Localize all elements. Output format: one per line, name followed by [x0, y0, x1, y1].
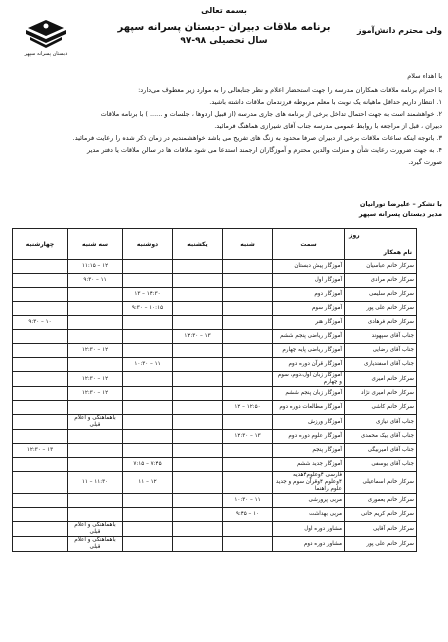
schedule-body	[13, 260, 417, 552]
time-cell	[173, 387, 223, 401]
table-row	[13, 537, 417, 552]
time-cell	[173, 344, 223, 358]
time-cell	[173, 372, 223, 387]
subject-cell: آموزگار جدید ششم	[273, 458, 345, 472]
time-cell: ۱۲:۵۰ – ۱۲	[223, 401, 273, 415]
subject-header: سمت	[273, 229, 345, 260]
time-cell	[223, 458, 273, 472]
teacher-name-cell: سرکار خانم آقایی	[345, 522, 417, 537]
table-row	[13, 330, 417, 344]
time-cell	[13, 387, 68, 401]
time-cell: ۷:۴۵ – ۷:۱۵	[123, 458, 173, 472]
time-cell: ۱۲ – ۱۲:۳۰	[68, 387, 123, 401]
table-row	[13, 274, 417, 288]
paragraph-line: با احترام برنامه ملاقات همکاران مدرسه را جهت استحضار اعلام و نظر جنابعالی را به موارد زیر معطوف می‌دارد:	[138, 86, 442, 94]
time-cell	[173, 430, 223, 444]
time-cell	[223, 344, 273, 358]
time-cell: ۱۱:۳۰ – ۱۱	[68, 472, 123, 494]
table-row	[13, 344, 417, 358]
time-cell	[123, 372, 173, 387]
subject-cell: آموزگار زبان اول،دوم، سوم و چهارم	[273, 372, 345, 387]
table-row	[13, 387, 417, 401]
time-cell	[223, 472, 273, 494]
time-cell	[13, 522, 68, 537]
time-cell	[123, 522, 173, 537]
teacher-name-cell: جناب آقای یوسفی	[345, 458, 417, 472]
schedule-table	[12, 228, 417, 552]
time-cell	[223, 316, 273, 330]
signature-block	[359, 199, 442, 219]
subject-cell: آموزگار ریاضی پنجم ششم	[273, 330, 345, 344]
subject-cell: آموزگار سوم	[273, 302, 345, 316]
subject-cell: آموزگار زبان پنجم ششم	[273, 387, 345, 401]
time-cell	[13, 494, 68, 508]
book-logo-icon	[20, 18, 72, 50]
time-cell: باهماهنگی و اعلام قبلی	[68, 522, 123, 537]
time-cell	[13, 537, 68, 552]
time-cell	[223, 415, 273, 430]
time-cell	[123, 508, 173, 522]
table-row	[13, 372, 417, 387]
teacher-name-cell: سرکار خانم امیری نژاد	[345, 387, 417, 401]
teacher-name-cell: سرکار خانم سلیمی	[345, 288, 417, 302]
time-cell	[223, 372, 273, 387]
time-cell: ۱۰:۱۵ – ۹:۳۰	[123, 302, 173, 316]
time-cell	[223, 274, 273, 288]
time-cell	[123, 444, 173, 458]
time-cell	[173, 288, 223, 302]
teacher-name-cell: جناب آقای رضایی	[345, 344, 417, 358]
teacher-name-cell: جناب آقای بیک محمدی	[345, 430, 417, 444]
time-cell	[173, 302, 223, 316]
time-cell	[123, 316, 173, 330]
time-cell	[223, 537, 273, 552]
time-cell	[123, 260, 173, 274]
day-header: شنبه	[223, 229, 273, 260]
time-cell: ۱۲ – ۱۲:۳۰	[68, 372, 123, 387]
time-cell	[13, 372, 68, 387]
time-cell	[173, 494, 223, 508]
table-header-row	[13, 229, 417, 260]
table-row	[13, 260, 417, 274]
time-cell: ۱۳ – ۱۲:۳۰	[223, 430, 273, 444]
time-cell	[13, 344, 68, 358]
time-cell	[68, 288, 123, 302]
time-cell	[173, 358, 223, 372]
teacher-name-cell: سرکار خانم علی پور	[345, 537, 417, 552]
time-cell: ۱۲ – ۱۱:۱۵	[68, 260, 123, 274]
time-cell	[68, 330, 123, 344]
subject-cell: آموزگار پنجم	[273, 444, 345, 458]
subject-cell: آموزگار دوم	[273, 288, 345, 302]
time-cell	[68, 458, 123, 472]
time-cell	[13, 330, 68, 344]
subject-cell: آموزگار ورزش	[273, 415, 345, 430]
time-cell: ۱۲ – ۱۱	[123, 472, 173, 494]
table-row	[13, 444, 417, 458]
time-cell	[223, 302, 273, 316]
teacher-name-cell: سرکار خانم مرادی	[345, 274, 417, 288]
subject-cell: مربی پرورشی	[273, 494, 345, 508]
subject-cell: آموزگار اول	[273, 274, 345, 288]
teacher-name-cell: جناب آقای اسفندیاری	[345, 358, 417, 372]
day-header: دوشنبه	[123, 229, 173, 260]
time-cell	[68, 494, 123, 508]
teacher-name-cell: سرکار خانم کریم خانی	[345, 508, 417, 522]
time-cell	[173, 508, 223, 522]
subject-cell: آموزگار هنر	[273, 316, 345, 330]
time-cell	[123, 430, 173, 444]
table-row	[13, 494, 417, 508]
school-year: سال تحصیلی ۹۸-۹۷	[180, 36, 268, 46]
table-row	[13, 472, 417, 494]
time-cell: ۱۴:۳۰ – ۱۳	[123, 288, 173, 302]
teacher-name-cell: جناب آقای امیربیگی	[345, 444, 417, 458]
time-cell	[68, 302, 123, 316]
paragraph-line: ۴. به جهت ضرورت رعایت شأن و منزلت والدین محترم و آموزگاران ارجمند استدعا می شود ملاقات ها در سالن ملاقات یا دفتر مدیر	[87, 146, 442, 154]
teacher-name-cell: سرکار خانم فرهادی	[345, 316, 417, 330]
school-logo	[20, 18, 72, 62]
time-cell	[123, 344, 173, 358]
day-header: سه شنبه	[68, 229, 123, 260]
table-row	[13, 522, 417, 537]
time-cell	[173, 537, 223, 552]
time-cell	[223, 288, 273, 302]
subject-cell: مربی بهداشت	[273, 508, 345, 522]
time-cell: باهماهنگی و اعلام قبلی	[68, 415, 123, 430]
subject-cell: مشاور دوره اول	[273, 522, 345, 537]
time-cell	[223, 522, 273, 537]
signature-thanks: با تشکر – علیرضا تورانیان	[359, 200, 442, 208]
table-row	[13, 316, 417, 330]
time-cell	[13, 472, 68, 494]
time-cell	[223, 330, 273, 344]
time-cell	[223, 358, 273, 372]
time-cell	[13, 508, 68, 522]
time-cell	[223, 387, 273, 401]
corner-header	[345, 229, 417, 260]
time-cell: ۱۰ – ۹:۳۰	[13, 316, 68, 330]
teacher-name-cell: سرکار خانم کاشی	[345, 401, 417, 415]
teacher-name-cell: سرکار خانم یعموری	[345, 494, 417, 508]
subject-cell: فارسی ۴وعلوم۴هدیه ۴وعلوم ۴وقرآن سوم و جدید علوم راهنما	[273, 472, 345, 494]
time-cell: ۱۳ – ۱۲:۳۰	[13, 444, 68, 458]
corner-name-label: نام همکار	[383, 249, 412, 256]
day-header: چهارشنبه	[13, 229, 68, 260]
time-cell	[173, 274, 223, 288]
time-cell	[173, 415, 223, 430]
time-cell	[68, 401, 123, 415]
teacher-name-cell: سرکار خانم عباسیان	[345, 260, 417, 274]
time-cell	[123, 387, 173, 401]
subject-cell: آموزگار علوم دوره دوم	[273, 430, 345, 444]
time-cell	[68, 316, 123, 330]
document-title: برنامه ملاقات دبیران –دبستان پسرانه سپهر	[117, 22, 331, 33]
time-cell	[223, 260, 273, 274]
time-cell	[123, 494, 173, 508]
time-cell: ۱۱ – ۹:۳۰	[68, 274, 123, 288]
day-header: یکشنبه	[173, 229, 223, 260]
addressee-line: ولی محترم دانش‌آموز	[357, 26, 442, 35]
time-cell: باهماهنگی و اعلام قبلی	[68, 537, 123, 552]
subject-cell: آموزگار ریاضی پایه چهارم	[273, 344, 345, 358]
table-row	[13, 358, 417, 372]
time-cell	[123, 330, 173, 344]
table-row	[13, 458, 417, 472]
time-cell: ۱۰ – ۹:۴۵	[223, 508, 273, 522]
table-row	[13, 401, 417, 415]
time-cell	[68, 358, 123, 372]
time-cell	[13, 302, 68, 316]
teacher-name-cell: سرکار خانم اسماعیلی	[345, 472, 417, 494]
time-cell	[173, 316, 223, 330]
teacher-name-cell: جناب آقای سپهوند	[345, 330, 417, 344]
time-cell	[123, 537, 173, 552]
table-row	[13, 508, 417, 522]
subject-cell: آموزگار قرآن دوره دوم	[273, 358, 345, 372]
corner-day-label: روز	[349, 232, 360, 239]
table-row	[13, 302, 417, 316]
time-cell: ۱۱ – ۱۰:۳۰	[223, 494, 273, 508]
time-cell	[13, 401, 68, 415]
time-cell	[13, 415, 68, 430]
time-cell	[173, 401, 223, 415]
time-cell	[123, 401, 173, 415]
teacher-name-cell: سرکار خانم علی پور	[345, 302, 417, 316]
time-cell	[68, 444, 123, 458]
paragraph-line: صورت گیرد.	[408, 158, 442, 166]
teacher-name-cell: جناب آقای نیازی	[345, 415, 417, 430]
time-cell	[173, 472, 223, 494]
paragraph-line: دبیران ، قبل از مراجعه با روابط عمومی مدرسه جناب آقای شیرازی هماهنگ فرمائید.	[214, 122, 442, 130]
logo-caption: دبستان پسرانه سپهر	[24, 51, 68, 57]
time-cell	[173, 260, 223, 274]
time-cell	[68, 508, 123, 522]
subject-cell: آموزگار مطالعات دوره دوم	[273, 401, 345, 415]
greeting: با اهداء سلام	[407, 72, 442, 80]
time-cell	[13, 430, 68, 444]
subject-cell: مشاور دوره دوم	[273, 537, 345, 552]
time-cell: ۱۱ – ۱۰:۳۰	[123, 358, 173, 372]
time-cell	[223, 444, 273, 458]
table-row	[13, 430, 417, 444]
time-cell	[13, 274, 68, 288]
time-cell	[123, 415, 173, 430]
paragraph-line: ۳. باتوجه اینکه ساعات ملاقات برخی از دبیران صرفا محدود به زنگ های تفریح می باشد خواهشمندیم در زمان ذکر شده را رعایت فرمائید.	[72, 134, 442, 142]
table-row	[13, 415, 417, 430]
paragraph-line: ۲. خواهشمند است به جهت احتمال تداخل برخی از برنامه های جاری مدرسه (از قبیل اردو‌ها ، جلسات و ...... ) با برنامه ملاقات	[100, 110, 442, 118]
time-cell	[173, 522, 223, 537]
bismillah-heading: بسمه تعالی	[201, 6, 247, 15]
time-cell	[13, 458, 68, 472]
paragraph-line: ۱. انتظار داریم حداقل ماهیانه یک نوبت با معلم مربوطه فرزندمان ملاقات داشته باشید.	[209, 98, 442, 106]
time-cell	[173, 458, 223, 472]
time-cell: ۱۲ – ۱۲:۳۰	[68, 344, 123, 358]
table-row	[13, 288, 417, 302]
time-cell: ۱۳ – ۱۲:۳۰	[173, 330, 223, 344]
time-cell	[13, 288, 68, 302]
time-cell	[123, 274, 173, 288]
time-cell	[173, 444, 223, 458]
time-cell	[13, 260, 68, 274]
teacher-name-cell: سرکار خانم امیری	[345, 372, 417, 387]
time-cell	[13, 358, 68, 372]
time-cell	[68, 430, 123, 444]
intro-paragraphs	[4, 84, 442, 168]
signature-role: مدیر دبستان پسرانه سپهر	[358, 210, 442, 218]
subject-cell: آموزگار پیش دبستان	[273, 260, 345, 274]
